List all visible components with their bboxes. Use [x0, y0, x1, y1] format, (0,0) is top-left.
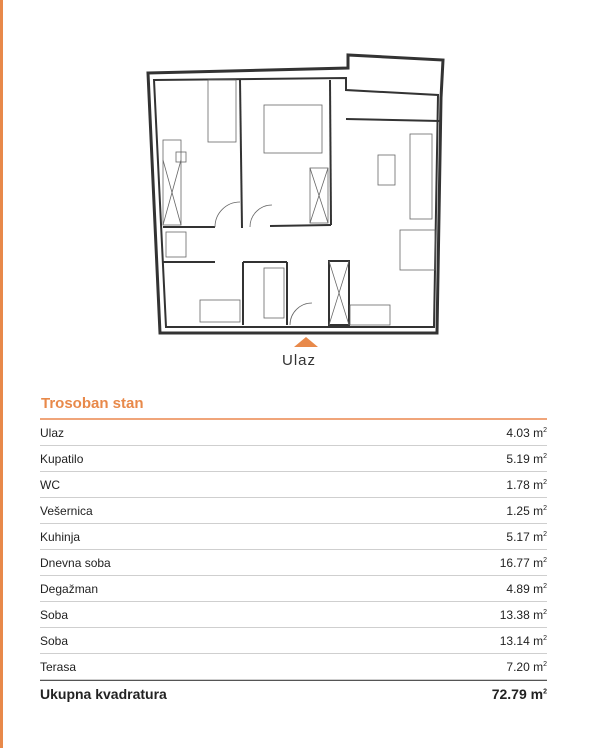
area-unit: m — [533, 503, 544, 518]
unit-superscript: 2 — [543, 660, 547, 668]
total-row — [40, 680, 547, 707]
table-row — [40, 654, 547, 680]
room-name: Soba — [40, 607, 69, 622]
area-value: 13.38 — [499, 607, 530, 622]
area-value: 7.20 — [506, 659, 530, 674]
room-name: Ukupna kvadratura — [40, 686, 167, 702]
unit-superscript: 2 — [543, 504, 547, 512]
room-name: Dnevna soba — [40, 555, 111, 570]
area-unit: m — [530, 686, 544, 702]
area-value: 5.17 — [506, 529, 530, 544]
furniture — [163, 80, 435, 325]
table-row — [40, 420, 547, 446]
room-area — [506, 478, 547, 492]
room-area — [492, 686, 547, 702]
area-unit: m — [533, 529, 544, 544]
area-unit: m — [533, 451, 544, 466]
room-area — [500, 556, 547, 570]
unit-superscript: 2 — [543, 530, 547, 538]
area-value: 1.78 — [506, 477, 530, 492]
table-title: Trosoban stan — [41, 395, 144, 412]
room-area — [500, 608, 547, 622]
table-row — [40, 576, 547, 602]
table-row — [40, 498, 547, 524]
entry-label: Ulaz — [282, 352, 317, 369]
entry-arrow-icon — [294, 337, 318, 347]
unit-superscript: 2 — [543, 582, 547, 590]
room-area — [506, 530, 547, 544]
unit-superscript: 2 — [543, 688, 547, 696]
room-area — [506, 582, 547, 596]
room-area — [500, 634, 547, 648]
unit-superscript: 2 — [543, 556, 547, 564]
unit-superscript: 2 — [543, 452, 547, 460]
room-area — [506, 660, 547, 674]
outer-walls — [148, 55, 443, 333]
room-name: Ulaz — [40, 425, 65, 440]
unit-superscript: 2 — [543, 426, 547, 434]
area-unit: m — [533, 607, 544, 622]
table-row — [40, 446, 547, 472]
area-unit: m — [533, 555, 544, 570]
area-value: 5.19 — [506, 451, 530, 466]
room-name: Degažman — [40, 581, 99, 596]
table-row — [40, 472, 547, 498]
area-unit: m — [533, 633, 544, 648]
room-name: Soba — [40, 633, 69, 648]
area-value: 4.89 — [506, 581, 530, 596]
unit-superscript: 2 — [543, 608, 547, 616]
room-name: Kupatilo — [40, 451, 84, 466]
area-value: 72.79 — [491, 686, 527, 702]
room-area — [506, 426, 547, 440]
inner-walls — [154, 78, 440, 327]
room-area — [506, 504, 547, 518]
area-unit: m — [533, 477, 544, 492]
table-row — [40, 524, 547, 550]
area-value: 1.25 — [506, 503, 530, 518]
area-value: 16.77 — [499, 555, 530, 570]
room-name: Terasa — [40, 659, 77, 674]
room-area — [506, 452, 547, 466]
table-row — [40, 550, 547, 576]
area-value: 13.14 — [499, 633, 530, 648]
room-name: Kuhinja — [40, 529, 81, 544]
table-row — [40, 628, 547, 654]
unit-superscript: 2 — [543, 634, 547, 642]
table-row — [40, 602, 547, 628]
area-unit: m — [533, 581, 544, 596]
room-name: WC — [40, 477, 60, 492]
area-value: 4.03 — [506, 425, 530, 440]
unit-superscript: 2 — [543, 478, 547, 486]
room-name: Vešernica — [40, 503, 93, 518]
area-unit: m — [533, 425, 544, 440]
area-unit: m — [533, 659, 544, 674]
area-table — [40, 418, 547, 707]
